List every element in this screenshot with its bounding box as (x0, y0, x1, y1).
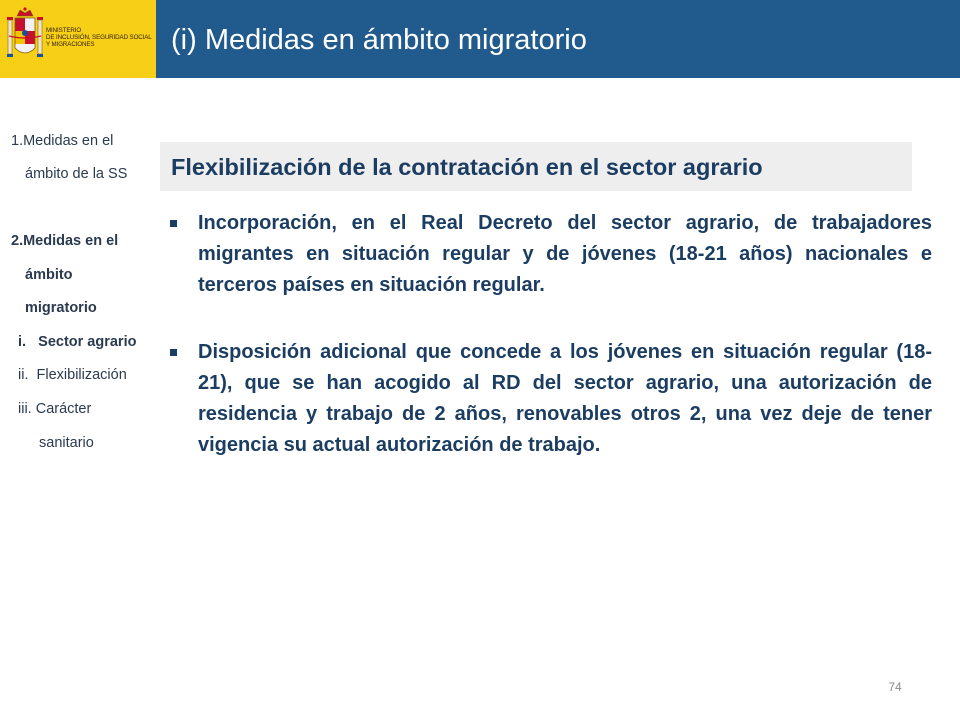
section-heading-box (160, 142, 912, 191)
nav-item-medidas-ss-cont: ámbito de la SS (25, 166, 128, 182)
page-number: 74 (888, 680, 902, 694)
nav-item-medidas-migratorio: 2.Medidas en el (11, 233, 119, 249)
nav-subitem-caracter-sanitario-cont: sanitario (39, 435, 94, 451)
nav-subitem-caracter-sanitario: iii. Carácter (18, 401, 92, 417)
ministry-name-line: DE INCLUSIÓN, SEGURIDAD SOCIAL (46, 34, 152, 42)
square-bullet-icon (170, 349, 177, 356)
ministry-name-line: MINISTERIO (46, 27, 82, 34)
nav-subitem-flexibilizacion: ii. Flexibilización (18, 367, 127, 383)
bullet-text: Incorporación, en el Real Decreto del sector agrario, de trabajadores migrantes en situación regular y de jóvenes (18-21 años) nacionales e terceros países en situación regular. (198, 212, 932, 296)
nav-item-medidas-migratorio-cont: ámbito (25, 267, 73, 283)
nav-item-medidas-migratorio-cont: migratorio (25, 300, 97, 316)
coat-of-arms-icon (6, 6, 44, 64)
square-bullet-icon (170, 220, 177, 227)
ministry-logo (0, 0, 156, 78)
section-heading: Flexibilización de la contratación en el sector agrario (171, 154, 763, 180)
nav-item-medidas-ss: 1.Medidas en el (11, 133, 114, 149)
nav-subitem-sector-agrario: i. Sector agrario (18, 334, 137, 350)
ministry-name-line: Y MIGRACIONES (46, 41, 95, 49)
ministry-name (46, 27, 152, 49)
title-bar (156, 0, 960, 78)
slide-title: (i) Medidas en ámbito migratorio (171, 24, 587, 56)
bullet-text: Disposición adicional que concede a los jóvenes en situación regular (18-21), que se han acogido al RD del sector agrario, una autorización de residencia y trabajo de 2 años, renovables otros 2, una vez deje de tener vigencia su actual autorización de trabajo. (198, 341, 932, 456)
